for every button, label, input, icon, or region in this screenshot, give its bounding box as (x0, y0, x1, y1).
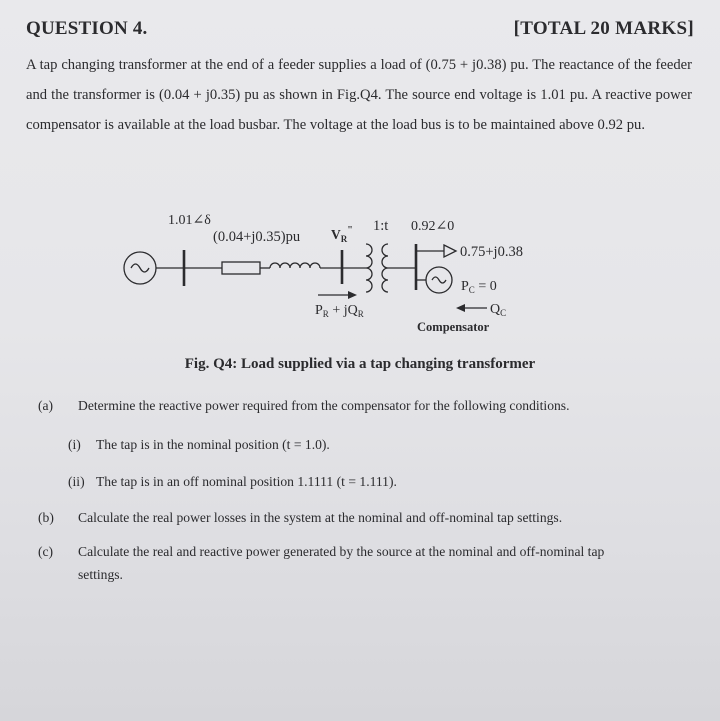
transformer-secondary-icon (382, 244, 388, 292)
vr-label: $V_R^"$ (331, 225, 353, 244)
part-a-label: (a) (38, 398, 54, 413)
part-a-i-label: (i) (68, 437, 81, 452)
transformer-primary-icon (366, 244, 372, 292)
part-c-text-line1: Calculate the real and reactive power generated by the source at the nominal and off-nominal tap (78, 544, 605, 559)
impedance-label: (0.04+j0.35)pu (213, 229, 301, 245)
part-b-label: (b) (38, 510, 54, 525)
compensator-label: Compensator (417, 320, 490, 334)
part-a-i-text: The tap is in the nominal position (t = 1.0). (96, 437, 330, 452)
inductor-icon (270, 263, 320, 268)
question-header (26, 18, 694, 42)
load-label: 0.75+j0.38 (460, 244, 523, 260)
figure-caption: Fig. Q4: Load supplied via a tap changing transformer (184, 356, 536, 372)
turns-ratio-label: 1:t (373, 218, 389, 234)
circuit-svg (112, 208, 572, 343)
part-c-text-line2: settings. (78, 567, 123, 582)
part-b-text: Calculate the real power losses in the system at the nominal and off-nominal tap settings. (78, 510, 563, 525)
pc-label: $P_C = 0$ (461, 279, 497, 295)
question-title: QUESTION 4. (26, 18, 148, 39)
part-c-label: (c) (38, 544, 54, 559)
pr-qr-label: $P_R + jQ_R$ (315, 303, 364, 319)
part-a-ii-text: The tap is in an off nominal position 1.1111 (t = 1.111). (96, 474, 397, 489)
part-a-ii-label: (ii) (68, 474, 85, 489)
load-voltage-label: 0.92∠0 (411, 219, 455, 234)
problem-statement: A tap changing transformer at the end of a feeder supplies a load of (0.75 + j0.38) pu. The reactance of the feeder and the transformer is (0.04 + j0.35) pu as shown in Fig.Q4. The source end voltage is 1.01 pu. A reactive power compensator is available at the load busbar. The voltage at the load bus is to be maintained above 0.92 pu. (26, 57, 692, 133)
circuit-diagram (112, 208, 572, 343)
load-arrow-icon (444, 245, 456, 257)
compensator-wave-icon (432, 277, 446, 283)
qc-arrow-icon (456, 304, 465, 312)
part-a-text: Determine the reactive power required from the compensator for the following conditions. (78, 398, 570, 413)
source-voltage-label: 1.01∠δ (168, 213, 211, 228)
power-flow-arrow-icon (348, 291, 357, 299)
qc-label: $Q_C$ (490, 302, 507, 318)
ac-wave-icon (131, 264, 149, 272)
total-marks: [TOTAL 20 MARKS] (513, 18, 694, 39)
resistor-icon (222, 262, 260, 274)
